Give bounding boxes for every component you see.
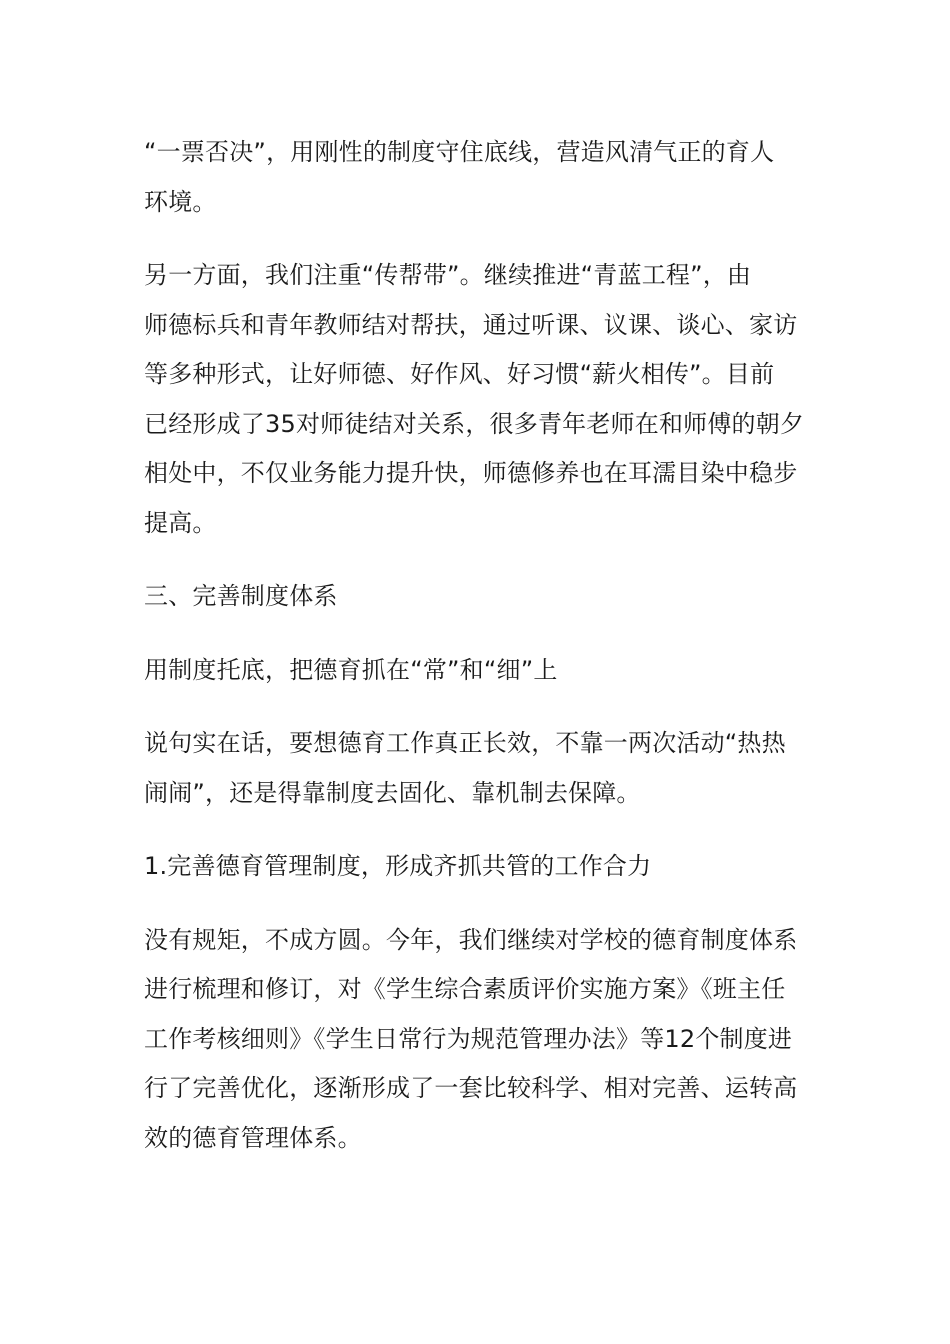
subsection-heading-text: 1.完善德育管理制度，形成齐抓共管的工作合力 [144,852,652,880]
text-line: 相处中，不仅业务能力提升快，师德修养也在耳濡目染中稳步 [144,459,798,487]
subheading-text: 用制度托底，把德育抓在“常”和“细”上 [144,655,558,684]
section-subheading [144,646,808,696]
text-line: 行了完善优化，逐渐形成了一套比较科学、相对完善、运转高 [144,1074,798,1102]
text-line: 进行梳理和修订，对《学生综合素质评价实施方案》《班主任 [144,975,786,1003]
text-line: 效的德育管理体系。 [144,1123,362,1152]
paragraph-long-term [144,719,808,818]
paragraph-mentoring [144,251,808,548]
subsection-heading [144,842,808,892]
text-line: 提高。 [144,508,217,537]
text-line: 说句实在话，要想德育工作真正长效，不靠一两次活动“热热 [144,729,786,757]
text-line: 等多种形式，让好师德、好作风、好习惯“薪火相传”。目前 [144,360,775,388]
text-line: 师德标兵和青年教师结对帮扶，通过听课、议课、谈心、家访 [144,310,798,339]
text-line: 另一方面，我们注重“传帮带”。继续推进“青蓝工程”，由 [144,261,752,289]
text-line: 闹闹”，还是得靠制度去固化、靠机制去保障。 [144,778,641,807]
text-line: 工作考核细则》《学生日常行为规范管理办法》等12个制度进 [144,1024,793,1053]
section-heading [144,572,808,622]
text-line: 环境。 [144,187,217,216]
document-page [144,128,808,1163]
text-line: 没有规矩，不成方圆。今年，我们继续对学校的德育制度体系 [144,925,798,954]
paragraph-rules [144,916,808,1164]
heading-text: 三、完善制度体系 [144,582,338,610]
text-line: 已经形成了35对师徒结对关系，很多青年老师在和师傅的朝夕 [144,409,805,438]
text-line: “一票否决”，用刚性的制度守住底线，营造风清气正的育人 [144,138,775,166]
paragraph-veto-clause [144,128,808,227]
